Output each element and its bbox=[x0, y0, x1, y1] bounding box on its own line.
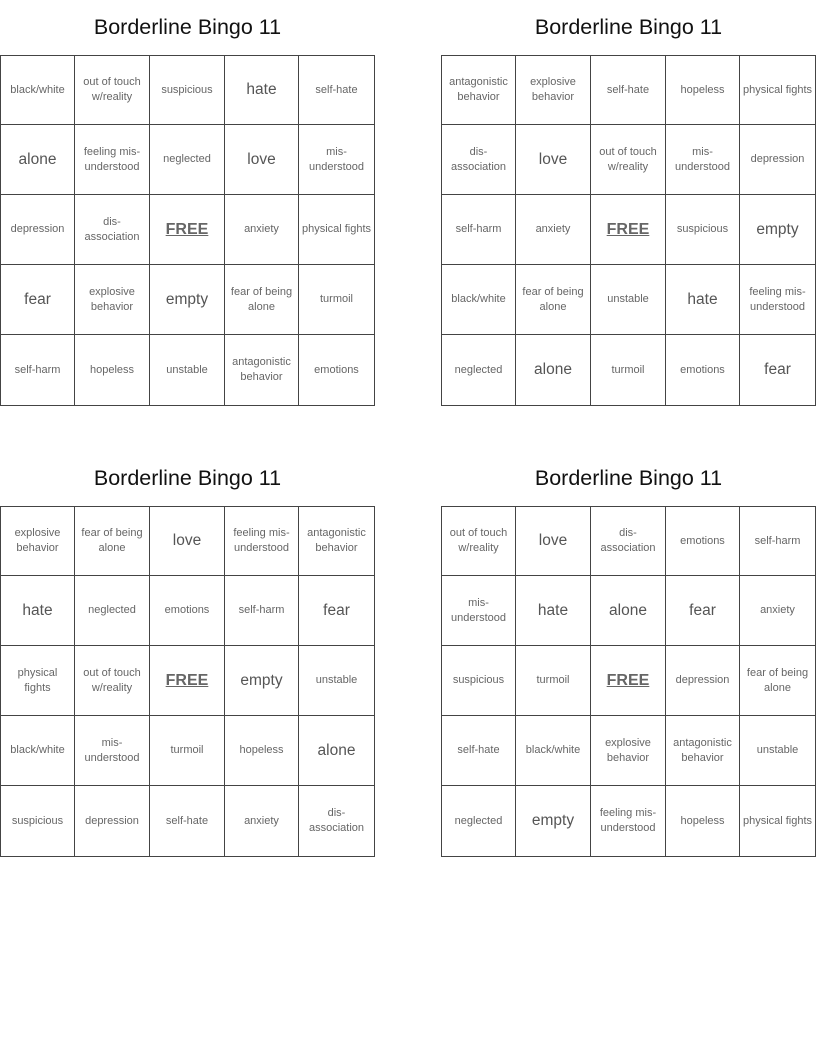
bingo-cell: emotions bbox=[666, 335, 740, 406]
bingo-cell: depression bbox=[666, 646, 740, 716]
bingo-cell: self-hate bbox=[150, 786, 225, 857]
bingo-cell: physical fights bbox=[1, 646, 75, 716]
bingo-cell: hate bbox=[1, 576, 75, 646]
bingo-cell: fear bbox=[740, 335, 816, 406]
bingo-cell: unstable bbox=[299, 646, 375, 716]
bingo-cell: neglected bbox=[442, 335, 516, 406]
bingo-cell: love bbox=[516, 507, 591, 576]
card-title: Borderline Bingo 11 bbox=[534, 15, 723, 39]
bingo-cell: feeling mis-understood bbox=[75, 125, 150, 195]
bingo-cell: love bbox=[150, 507, 225, 576]
bingo-cell: love bbox=[516, 125, 591, 195]
card-title: Borderline Bingo 11 bbox=[93, 466, 282, 490]
bingo-cell: turmoil bbox=[591, 335, 666, 406]
bingo-cell: self-harm bbox=[442, 195, 516, 265]
bingo-grid bbox=[441, 55, 816, 406]
free-space-cell: FREE bbox=[150, 195, 225, 265]
bingo-cell: depression bbox=[75, 786, 150, 857]
free-space-cell: FREE bbox=[591, 646, 666, 716]
bingo-card-1 bbox=[0, 0, 375, 383]
bingo-cell: suspicious bbox=[1, 786, 75, 857]
bingo-cell: emotions bbox=[299, 335, 375, 406]
bingo-cell: dis-association bbox=[591, 507, 666, 576]
bingo-cell: love bbox=[225, 125, 299, 195]
bingo-cell: depression bbox=[740, 125, 816, 195]
bingo-cell: suspicious bbox=[442, 646, 516, 716]
bingo-cell: self-harm bbox=[740, 507, 816, 576]
bingo-cell: black/white bbox=[516, 716, 591, 786]
bingo-cell: self-hate bbox=[442, 716, 516, 786]
bingo-cell: hopeless bbox=[75, 335, 150, 406]
bingo-cell: alone bbox=[299, 716, 375, 786]
bingo-cell: explosive behavior bbox=[75, 265, 150, 335]
bingo-cell: empty bbox=[740, 195, 816, 265]
bingo-cell: alone bbox=[516, 335, 591, 406]
card-title: Borderline Bingo 11 bbox=[534, 466, 723, 490]
bingo-cell: hate bbox=[225, 56, 299, 125]
bingo-grid bbox=[0, 506, 375, 857]
bingo-cell: unstable bbox=[150, 335, 225, 406]
bingo-cell: mis-understood bbox=[75, 716, 150, 786]
free-space-cell: FREE bbox=[150, 646, 225, 716]
bingo-cell: explosive behavior bbox=[591, 716, 666, 786]
bingo-cell: fear of being alone bbox=[740, 646, 816, 716]
bingo-cell: neglected bbox=[75, 576, 150, 646]
bingo-cell: fear of being alone bbox=[516, 265, 591, 335]
bingo-cell: dis-association bbox=[299, 786, 375, 857]
bingo-cell: mis-understood bbox=[442, 576, 516, 646]
bingo-cell: fear of being alone bbox=[75, 507, 150, 576]
bingo-cell: emotions bbox=[150, 576, 225, 646]
bingo-cell: black/white bbox=[442, 265, 516, 335]
bingo-cell: alone bbox=[591, 576, 666, 646]
bingo-cell: out of touch w/reality bbox=[442, 507, 516, 576]
bingo-cell: out of touch w/reality bbox=[75, 56, 150, 125]
bingo-cell: suspicious bbox=[150, 56, 225, 125]
bingo-cell: hate bbox=[666, 265, 740, 335]
bingo-cell: physical fights bbox=[299, 195, 375, 265]
bingo-cell: emotions bbox=[666, 507, 740, 576]
bingo-cell: turmoil bbox=[516, 646, 591, 716]
bingo-cell: mis-understood bbox=[299, 125, 375, 195]
bingo-grid bbox=[0, 55, 375, 406]
bingo-cell: anxiety bbox=[740, 576, 816, 646]
bingo-cell: anxiety bbox=[225, 195, 299, 265]
bingo-cell: explosive behavior bbox=[516, 56, 591, 125]
bingo-cell: alone bbox=[1, 125, 75, 195]
bingo-cell: dis-association bbox=[442, 125, 516, 195]
bingo-cell: dis-association bbox=[75, 195, 150, 265]
bingo-cell: antagonistic behavior bbox=[225, 335, 299, 406]
bingo-cell: out of touch w/reality bbox=[591, 125, 666, 195]
bingo-cell: explosive behavior bbox=[1, 507, 75, 576]
bingo-cell: neglected bbox=[150, 125, 225, 195]
bingo-cell: hopeless bbox=[666, 56, 740, 125]
bingo-card-4 bbox=[441, 451, 816, 834]
bingo-cell: fear bbox=[299, 576, 375, 646]
free-space-cell: FREE bbox=[591, 195, 666, 265]
bingo-cell: turmoil bbox=[150, 716, 225, 786]
bingo-cell: anxiety bbox=[225, 786, 299, 857]
bingo-cell: empty bbox=[516, 786, 591, 857]
bingo-cell: suspicious bbox=[666, 195, 740, 265]
bingo-cell: out of touch w/reality bbox=[75, 646, 150, 716]
bingo-cell: fear bbox=[666, 576, 740, 646]
bingo-cell: self-harm bbox=[1, 335, 75, 406]
bingo-grid bbox=[441, 506, 816, 857]
bingo-cell: turmoil bbox=[299, 265, 375, 335]
bingo-cell: antagonistic behavior bbox=[442, 56, 516, 125]
bingo-cell: antagonistic behavior bbox=[666, 716, 740, 786]
bingo-cell: mis-understood bbox=[666, 125, 740, 195]
bingo-cell: physical fights bbox=[740, 56, 816, 125]
bingo-cell: self-hate bbox=[299, 56, 375, 125]
bingo-cell: hate bbox=[516, 576, 591, 646]
bingo-cell: feeling mis-understood bbox=[591, 786, 666, 857]
bingo-card-2 bbox=[441, 0, 816, 378]
bingo-cell: depression bbox=[1, 195, 75, 265]
bingo-card-3 bbox=[0, 451, 375, 834]
bingo-cell: black/white bbox=[1, 716, 75, 786]
bingo-cell: empty bbox=[150, 265, 225, 335]
bingo-cell: fear of being alone bbox=[225, 265, 299, 335]
bingo-cell: neglected bbox=[442, 786, 516, 857]
bingo-cell: self-harm bbox=[225, 576, 299, 646]
bingo-cell: hopeless bbox=[666, 786, 740, 857]
bingo-cell: unstable bbox=[740, 716, 816, 786]
card-title: Borderline Bingo 11 bbox=[93, 15, 282, 39]
bingo-cell: self-hate bbox=[591, 56, 666, 125]
bingo-cell: empty bbox=[225, 646, 299, 716]
bingo-cell: feeling mis-understood bbox=[225, 507, 299, 576]
bingo-cell: physical fights bbox=[740, 786, 816, 857]
bingo-cell: feeling mis-understood bbox=[740, 265, 816, 335]
bingo-cell: fear bbox=[1, 265, 75, 335]
bingo-cell: hopeless bbox=[225, 716, 299, 786]
bingo-cell: anxiety bbox=[516, 195, 591, 265]
bingo-cell: unstable bbox=[591, 265, 666, 335]
bingo-cell: black/white bbox=[1, 56, 75, 125]
bingo-cell: antagonistic behavior bbox=[299, 507, 375, 576]
